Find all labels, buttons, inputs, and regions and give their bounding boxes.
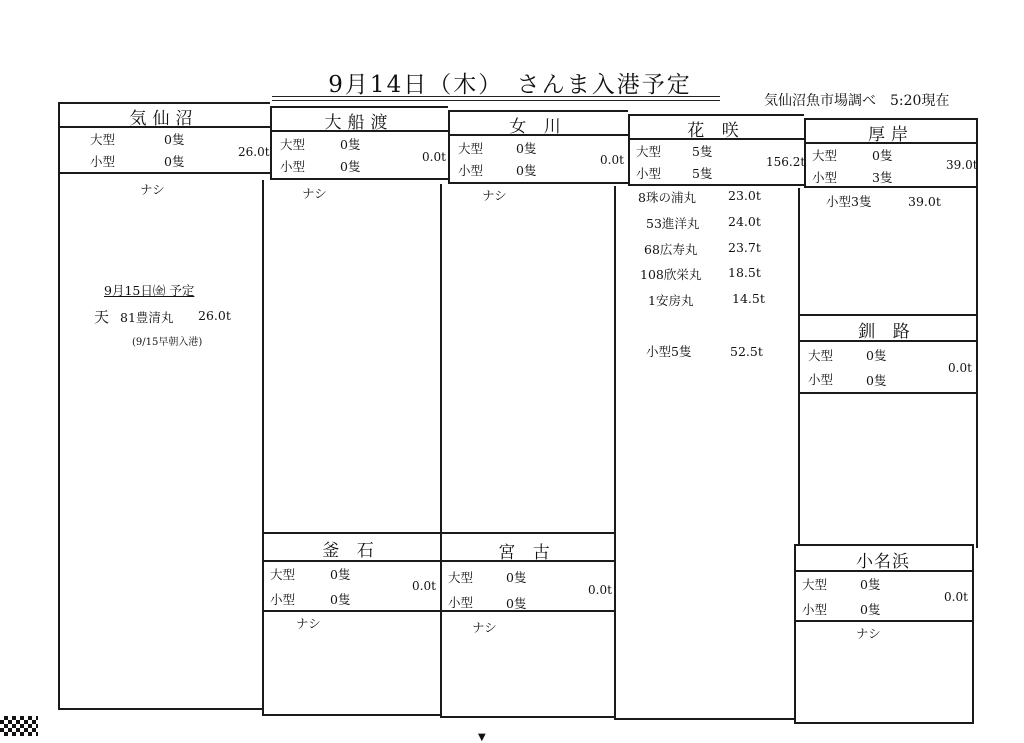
none-label: ナシ [856,626,881,641]
none-label: ナシ [296,616,321,631]
port-name: 気仙沼 [129,109,199,129]
small-count: 0隻 [860,602,881,617]
page-arrow: ▼ [478,732,486,743]
grid-line [972,544,974,724]
port-name: 釜 石 [322,541,380,561]
none-label: ナシ [302,186,327,201]
large-count: 0隻 [164,132,185,147]
large-label: 大型 [808,348,834,363]
total-tons: 0.0t [422,150,446,164]
port-name: 花 咲 [687,121,745,141]
small-count: 0隻 [164,154,185,169]
small-label: 小型 [636,166,662,181]
small-summary-tons: 52.5t [730,344,763,359]
grid-line [58,172,270,174]
total-tons: 0.0t [600,153,624,167]
large-count: 0隻 [340,137,361,152]
total-tons: 0.0t [944,590,968,604]
grid-line [798,314,976,316]
ship-row [644,240,761,258]
grid-line [794,620,972,622]
small-label: 小型 [808,372,834,387]
small-label: 小型 [812,170,838,185]
large-label: 大型 [802,577,828,592]
large-count: 0隻 [860,577,881,592]
grid-line [628,184,804,186]
page-title: 9月14日（木） さんま入港予定 [328,72,692,98]
large-count: 0隻 [330,567,351,582]
small-summary: 小型5隻 [646,344,692,359]
small-label: 小型 [270,592,296,607]
next-ship-name: 81豊清丸 [120,310,174,325]
grid-line [262,532,614,534]
grid-line [58,708,262,710]
large-count: 0隻 [506,570,527,585]
large-label: 大型 [280,137,306,152]
port-name: 厚岸 [868,125,914,145]
small-count: 0隻 [340,159,361,174]
small-count: 0隻 [866,373,887,388]
small-count: 0隻 [506,596,527,611]
ship-name: 68広寿丸 [644,242,698,257]
grid-line [614,718,794,720]
grid-line [794,722,972,724]
grid-line [798,188,800,544]
small-count: 0隻 [330,592,351,607]
small-summary: 小型3隻 [826,194,872,209]
port-name: 女 川 [509,117,567,137]
ship-name: 108欣栄丸 [640,267,702,282]
large-count: 0隻 [866,348,887,363]
scan-marker [0,716,38,736]
total-tons: 156.2t [766,155,806,169]
next-day-heading: 9月15日㈮ 予定 [104,283,195,298]
small-label: 小型 [90,154,116,169]
port-name: 釧 路 [858,322,916,342]
large-label: 大型 [448,570,474,585]
small-label: 小型 [802,602,828,617]
small-label: 小型 [458,163,484,178]
ship-tons: 23.0t [728,188,761,203]
total-tons: 39.0t [946,158,978,172]
small-label: 小型 [448,595,474,610]
grid-line [798,392,976,394]
small-label: 小型 [280,159,306,174]
grid-line [270,178,448,180]
small-count: 5隻 [692,166,713,181]
large-label: 大型 [812,148,838,163]
none-label: ナシ [472,620,497,635]
ship-row [640,265,761,283]
title-underline [272,96,720,97]
source-note: 気仙沼魚市場調べ 5:20現在 [764,93,950,109]
large-label: 大型 [636,144,662,159]
small-count: 3隻 [872,170,893,185]
ship-tons: 18.5t [728,265,761,280]
weather-mark: 天 [94,308,110,326]
large-count: 0隻 [872,148,893,163]
grid-line [804,186,978,188]
next-ship-note: (9/15早朝入港) [132,337,203,348]
small-count: 0隻 [516,163,537,178]
total-tons: 0.0t [412,579,436,593]
large-count: 5隻 [692,144,713,159]
ship-row [638,188,761,206]
total-tons: 0.0t [588,583,612,597]
total-tons: 0.0t [948,361,972,375]
next-ship-tons: 26.0t [198,308,231,323]
large-label: 大型 [270,567,296,582]
port-name: 大船渡 [324,113,394,133]
title-underline-2 [272,100,720,101]
port-name: 小名浜 [856,552,910,572]
grid-line [262,610,614,612]
ship-tons: 14.5t [732,291,765,306]
port-name: 宮 古 [498,543,556,563]
grid-line [976,118,978,548]
small-summary-tons: 39.0t [908,194,941,209]
grid-line [440,184,442,717]
ship-row [648,291,765,309]
grid-line [448,182,628,184]
ship-name: 8珠の浦丸 [638,190,696,205]
ship-tons: 24.0t [728,214,761,229]
large-label: 大型 [458,141,484,156]
ship-name: 1安房丸 [648,293,694,308]
grid-line [262,714,440,716]
total-tons: 26.0t [238,145,270,159]
grid-line [794,544,972,546]
large-count: 0隻 [516,141,537,156]
grid-line [614,186,616,719]
large-label: 大型 [90,132,116,147]
grid-line [58,102,60,708]
grid-line [262,180,264,715]
grid-line [440,716,614,718]
none-label: ナシ [140,182,165,197]
none-label: ナシ [482,188,507,203]
ship-tons: 23.7t [728,240,761,255]
ship-name: 53進洋丸 [646,216,700,231]
ship-row [646,214,761,232]
